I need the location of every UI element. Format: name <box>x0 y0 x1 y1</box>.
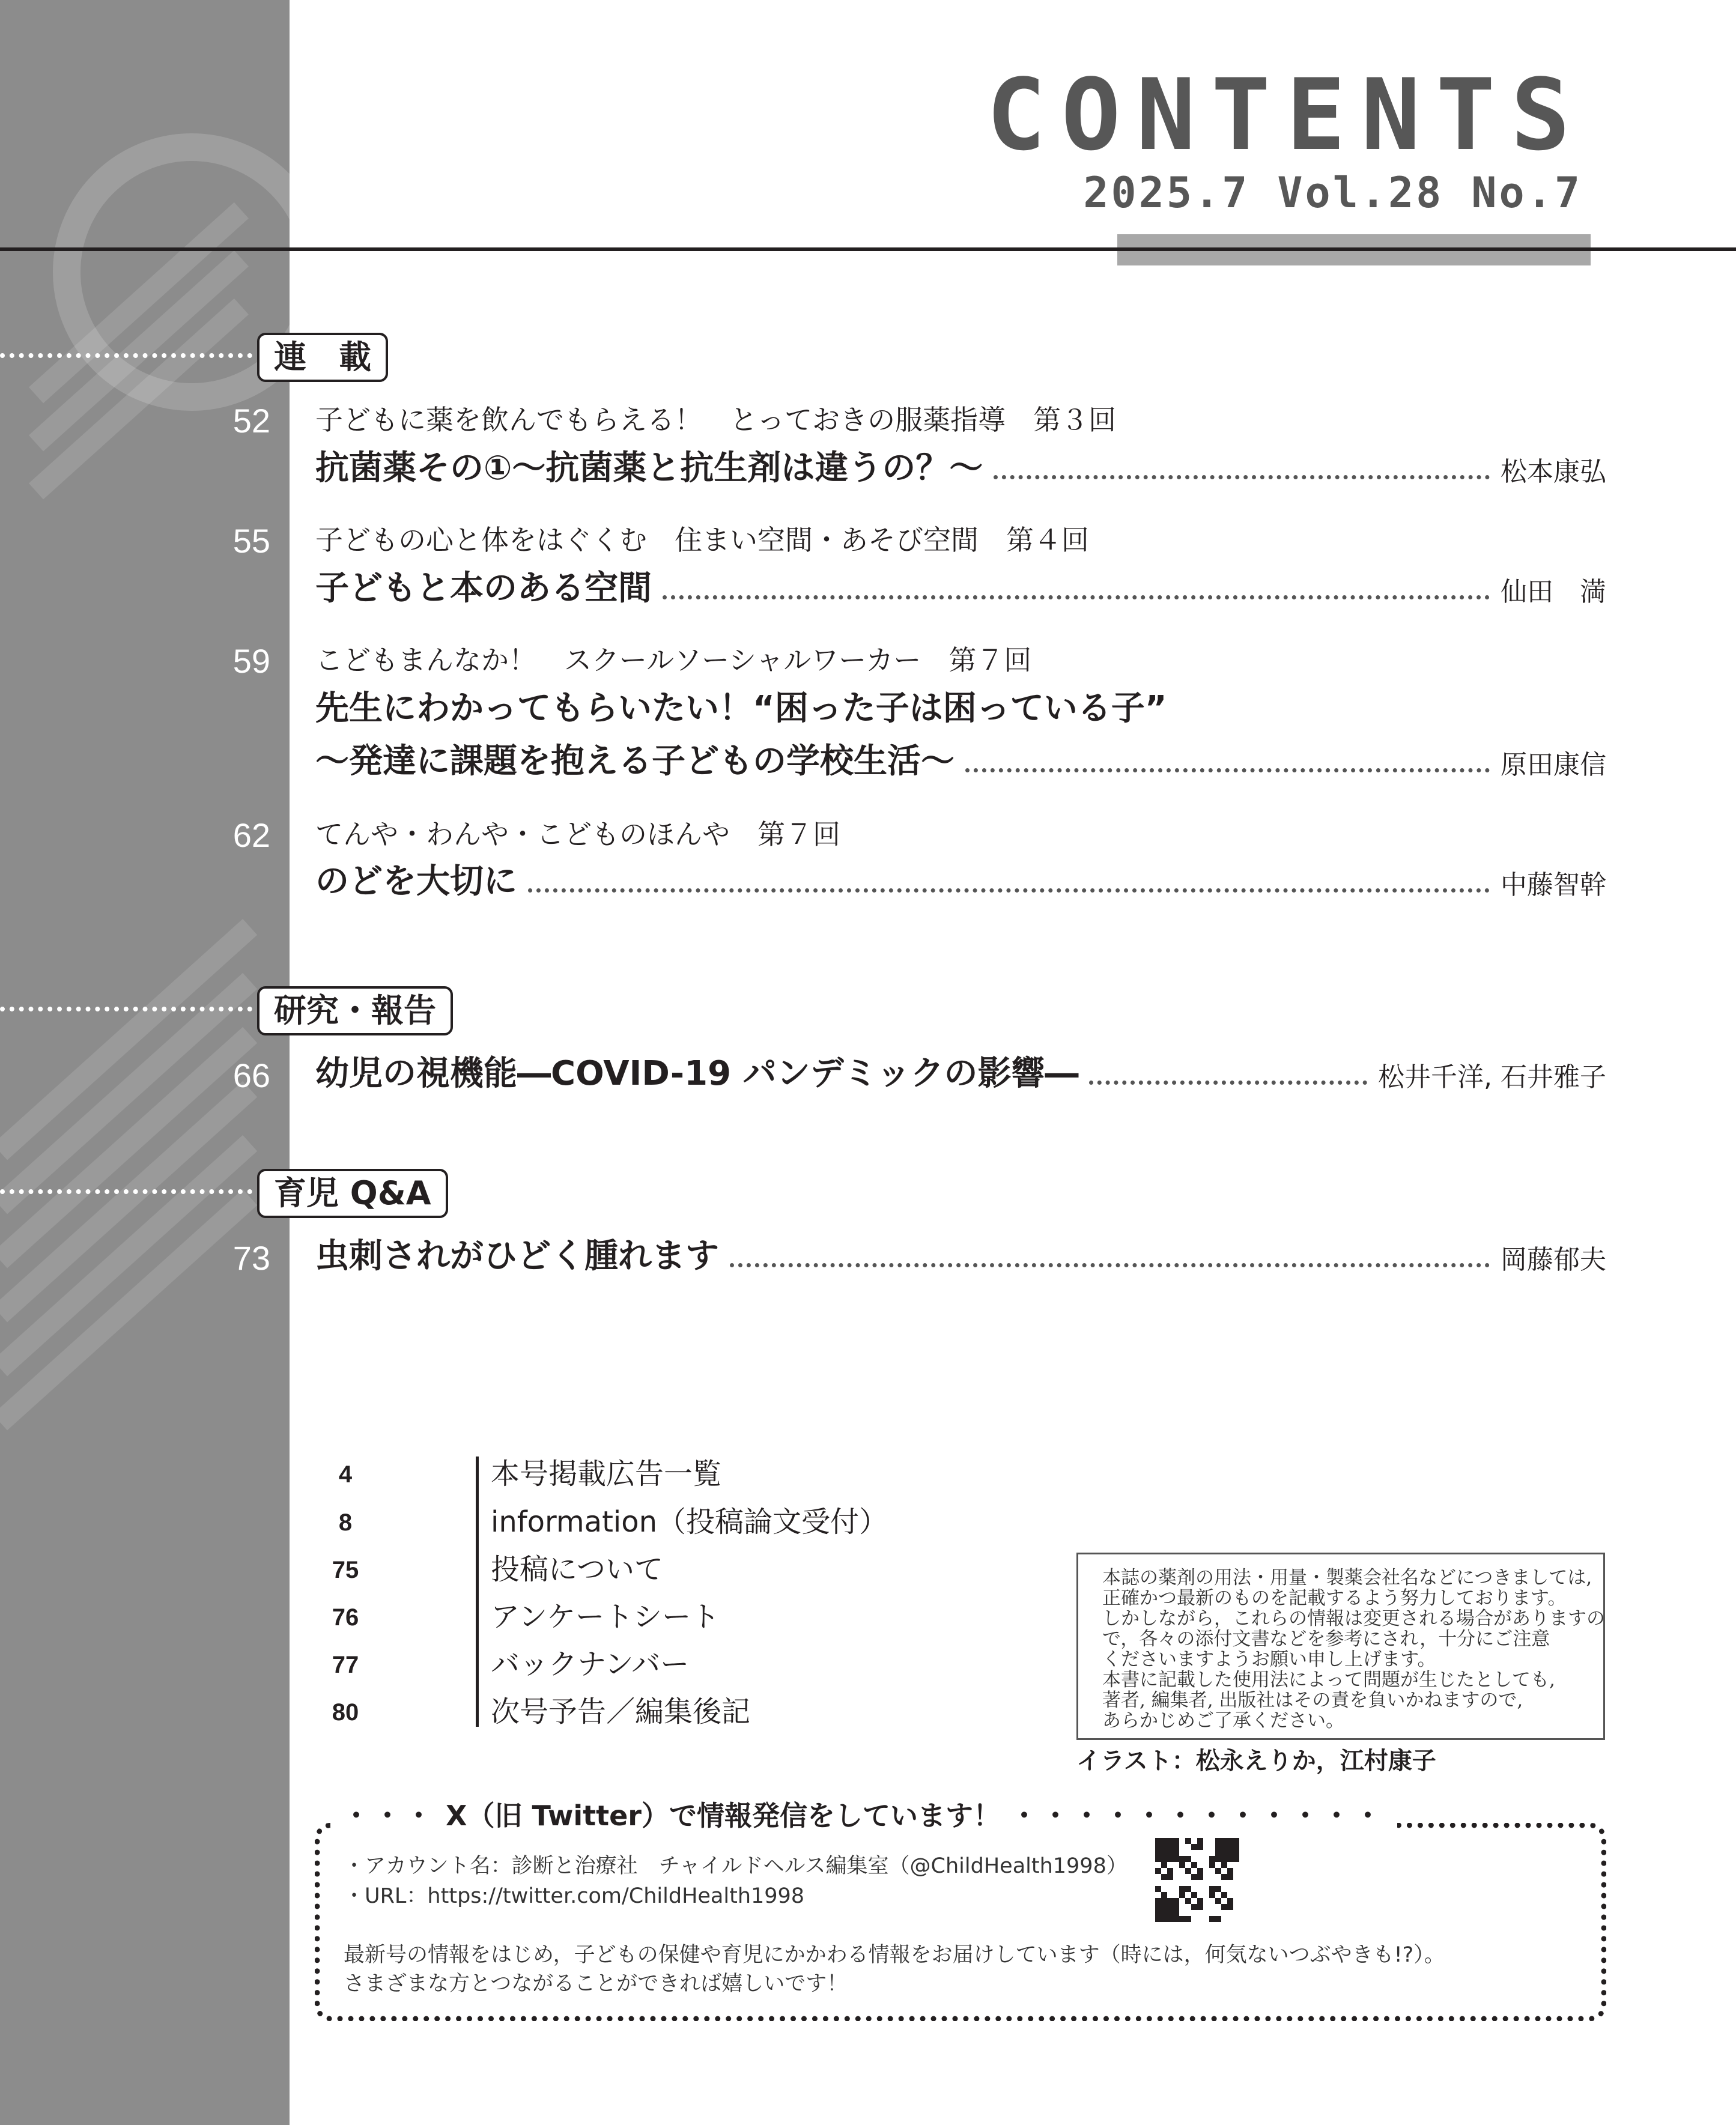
qr-module <box>1173 1916 1179 1922</box>
notice-line: 本誌の薬剤の用法・用量・製薬会社名などにつきましては, <box>1102 1567 1592 1589</box>
qr-module <box>1215 1886 1221 1892</box>
qr-module <box>1155 1838 1161 1844</box>
issue-number: 2025.7 Vol.28 No.7 <box>1083 168 1582 217</box>
qr-module <box>1203 1886 1209 1892</box>
qr-module <box>1167 1868 1173 1874</box>
x-heading-text: X（旧 Twitter）で情報発信をしています！ <box>446 1799 1001 1832</box>
qr-module <box>1215 1898 1221 1904</box>
series-title: 子どもに薬を飲んでもらえる！ とっておきの服薬指導 第３回 <box>315 404 1117 436</box>
qr-module <box>1179 1886 1185 1892</box>
qr-module <box>1161 1838 1167 1844</box>
qr-module <box>1161 1904 1167 1910</box>
heading-dots: ・・・・・・・・・・・・ <box>1010 1799 1385 1832</box>
misc-label: 本号掲載広告一覧 <box>491 1457 722 1491</box>
qr-module <box>1167 1856 1173 1862</box>
qr-module <box>1233 1898 1239 1904</box>
section-tag-qa: 育児 Q&A <box>257 1169 448 1218</box>
qr-module <box>1215 1856 1221 1862</box>
qr-module <box>1173 1874 1179 1880</box>
qr-module <box>1185 1856 1191 1862</box>
qr-module <box>1233 1892 1239 1898</box>
qr-module <box>1227 1850 1233 1856</box>
page-number: 55 <box>232 522 270 560</box>
qr-module <box>1209 1910 1215 1916</box>
qr-module <box>1197 1844 1203 1850</box>
qr-module <box>1203 1838 1209 1844</box>
qr-module <box>1209 1892 1215 1898</box>
qr-module <box>1179 1838 1185 1844</box>
qr-module <box>1227 1880 1233 1886</box>
qr-module <box>1197 1868 1203 1874</box>
leader-dots <box>1089 1081 1367 1085</box>
article-title: 抗菌薬その①～抗菌薬と抗生剤は違うの？～ <box>315 449 983 488</box>
qr-module <box>1185 1874 1191 1880</box>
qr-module <box>1209 1850 1215 1856</box>
article-title: のどを大切に <box>315 862 517 901</box>
qr-module <box>1155 1880 1161 1886</box>
qr-module <box>1155 1856 1161 1862</box>
article-subtitle: ～発達に課題を抱える子どもの学校生活～ <box>315 742 954 781</box>
qr-module <box>1179 1904 1185 1910</box>
qr-module <box>1179 1856 1185 1862</box>
qr-module <box>1161 1916 1167 1922</box>
qr-module <box>1161 1910 1167 1916</box>
qr-module <box>1197 1856 1203 1862</box>
misc-page-number: 75 <box>332 1557 359 1583</box>
qr-module <box>1209 1880 1215 1886</box>
qr-module <box>1155 1850 1161 1856</box>
qr-module <box>1173 1856 1179 1862</box>
qr-module <box>1179 1880 1185 1886</box>
qr-module <box>1167 1898 1173 1904</box>
qr-module <box>1179 1874 1185 1880</box>
series-title: 子どもの心と体をはぐくむ 住まい空間・あそび空間 第４回 <box>315 524 1089 556</box>
qr-module <box>1233 1874 1239 1880</box>
qr-module <box>1161 1868 1167 1874</box>
qr-module <box>1197 1880 1203 1886</box>
qr-module <box>1233 1862 1239 1868</box>
qr-module <box>1215 1868 1221 1874</box>
qr-module <box>1209 1844 1215 1850</box>
leader-dots <box>965 768 1490 772</box>
qr-module <box>1167 1910 1173 1916</box>
qr-module <box>1191 1838 1197 1844</box>
qr-module <box>1185 1838 1191 1844</box>
qr-code-icon[interactable] <box>1155 1838 1239 1922</box>
qr-module <box>1197 1916 1203 1922</box>
x-message-line: さまざまな方とつながることができれば嬉しいです！ <box>344 1972 848 1996</box>
qr-module <box>1155 1874 1161 1880</box>
notice-line: しかしながら，これらの情報は変更される場合がありますの <box>1102 1608 1605 1629</box>
qr-module <box>1215 1892 1221 1898</box>
x-message-line: 最新号の情報をはじめ，子どもの保健や育児にかかわる情報をお届けしています（時には，何気ないつぶやきも!?）。 <box>344 1943 1445 1967</box>
qr-module <box>1227 1910 1233 1916</box>
qr-module <box>1173 1892 1179 1898</box>
qr-module <box>1179 1868 1185 1874</box>
x-info-heading <box>330 1799 1397 1832</box>
author: 中藤智幹 <box>1501 870 1606 900</box>
qr-module <box>1215 1910 1221 1916</box>
qr-module <box>1197 1904 1203 1910</box>
qr-module <box>1221 1868 1227 1874</box>
entry-line <box>315 449 1606 488</box>
qr-module <box>1203 1910 1209 1916</box>
qr-module <box>1191 1856 1197 1862</box>
qr-module <box>1161 1898 1167 1904</box>
qr-module <box>1197 1886 1203 1892</box>
leader-dots <box>730 1263 1490 1267</box>
qr-module <box>1185 1844 1191 1850</box>
qr-module <box>1173 1910 1179 1916</box>
author: 岡藤郁夫 <box>1501 1244 1606 1275</box>
section-tag-serials: 連 載 <box>257 333 388 382</box>
qr-module <box>1173 1862 1179 1868</box>
qr-module <box>1215 1838 1221 1844</box>
qr-module <box>1185 1916 1191 1922</box>
qr-module <box>1161 1856 1167 1862</box>
qr-module <box>1155 1910 1161 1916</box>
qr-module <box>1209 1868 1215 1874</box>
section-dotted-line <box>0 353 252 358</box>
qr-module <box>1155 1886 1161 1892</box>
qr-module <box>1203 1898 1209 1904</box>
qr-module <box>1221 1892 1227 1898</box>
misc-page-number: 80 <box>332 1699 359 1726</box>
misc-page-number: 76 <box>332 1604 359 1631</box>
qr-module <box>1227 1898 1233 1904</box>
misc-page-number: 4 <box>338 1461 353 1488</box>
qr-module <box>1233 1850 1239 1856</box>
qr-module <box>1203 1880 1209 1886</box>
entry-line <box>315 742 1606 781</box>
qr-module <box>1209 1874 1215 1880</box>
qr-module <box>1191 1892 1197 1898</box>
illustration-credit: イラスト：松永えりか，江村康子 <box>1076 1747 1436 1775</box>
misc-label: バックナンバー <box>491 1648 690 1681</box>
qr-module <box>1173 1868 1179 1874</box>
qr-module <box>1233 1910 1239 1916</box>
qr-module <box>1161 1880 1167 1886</box>
qr-module <box>1215 1850 1221 1856</box>
qr-module <box>1209 1862 1215 1868</box>
qr-module <box>1185 1898 1191 1904</box>
page-number: 59 <box>232 642 270 680</box>
misc-label: information（投稿論文受付） <box>491 1505 888 1539</box>
qr-module <box>1185 1904 1191 1910</box>
qr-module <box>1161 1850 1167 1856</box>
qr-module <box>1227 1892 1233 1898</box>
qr-module <box>1167 1838 1173 1844</box>
qr-module <box>1173 1844 1179 1850</box>
qr-module <box>1179 1844 1185 1850</box>
entry-line <box>315 862 1606 901</box>
page-number: 66 <box>232 1056 270 1094</box>
qr-module <box>1185 1892 1191 1898</box>
notice-line: くださいますようお願い申し上げます。 <box>1102 1649 1436 1670</box>
page-number: 62 <box>232 816 270 854</box>
qr-module <box>1179 1916 1185 1922</box>
qr-module <box>1173 1850 1179 1856</box>
qr-module <box>1155 1862 1161 1868</box>
qr-module <box>1227 1862 1233 1868</box>
qr-module <box>1197 1898 1203 1904</box>
qr-module <box>1233 1838 1239 1844</box>
qr-module <box>1215 1862 1221 1868</box>
entry-line <box>315 569 1606 608</box>
qr-module <box>1173 1880 1179 1886</box>
qr-module <box>1167 1916 1173 1922</box>
qr-module <box>1173 1886 1179 1892</box>
qr-module <box>1155 1904 1161 1910</box>
misc-label: 投稿について <box>491 1553 664 1586</box>
qr-module <box>1155 1868 1161 1874</box>
qr-module <box>1215 1904 1221 1910</box>
misc-page-number: 8 <box>338 1509 353 1536</box>
qr-module <box>1233 1844 1239 1850</box>
qr-module <box>1227 1868 1233 1874</box>
qr-module <box>1197 1862 1203 1868</box>
qr-module <box>1203 1916 1209 1922</box>
misc-page-number: 77 <box>332 1652 359 1678</box>
qr-module <box>1209 1856 1215 1862</box>
qr-module <box>1227 1904 1233 1910</box>
qr-module <box>1191 1874 1197 1880</box>
section-dotted-line <box>0 1007 252 1011</box>
qr-module <box>1185 1910 1191 1916</box>
qr-module <box>1191 1862 1197 1868</box>
notice-line: 正確かつ最新のものを記載するよう努力しております。 <box>1102 1587 1567 1609</box>
qr-module <box>1227 1916 1233 1922</box>
qr-module <box>1221 1856 1227 1862</box>
qr-module <box>1227 1856 1233 1862</box>
qr-module <box>1203 1850 1209 1856</box>
qr-module <box>1155 1844 1161 1850</box>
qr-module <box>1215 1874 1221 1880</box>
entry-line <box>315 1054 1606 1093</box>
qr-module <box>1197 1850 1203 1856</box>
qr-module <box>1185 1868 1191 1874</box>
entry-line <box>315 1237 1606 1276</box>
page-title: CONTENTS <box>986 58 1586 172</box>
qr-module <box>1155 1898 1161 1904</box>
qr-module <box>1197 1892 1203 1898</box>
qr-module <box>1209 1838 1215 1844</box>
notice-line: あらかじめご了承ください。 <box>1102 1710 1344 1732</box>
qr-module <box>1233 1868 1239 1874</box>
series-title: てんや・わんや・こどものほんや 第７回 <box>315 818 840 850</box>
qr-module <box>1215 1916 1221 1922</box>
qr-module <box>1161 1844 1167 1850</box>
qr-module <box>1227 1874 1233 1880</box>
qr-module <box>1221 1898 1227 1904</box>
qr-module <box>1197 1838 1203 1844</box>
qr-module <box>1221 1844 1227 1850</box>
article-title: 幼児の視機能―COVID-19 パンデミックの影響― <box>315 1054 1079 1093</box>
qr-module <box>1209 1886 1215 1892</box>
drug-notice-box <box>1076 1553 1605 1740</box>
qr-module <box>1191 1904 1197 1910</box>
qr-module <box>1179 1910 1185 1916</box>
qr-module <box>1179 1850 1185 1856</box>
qr-module <box>1167 1892 1173 1898</box>
author: 松井千洋, 石井雅子 <box>1378 1062 1606 1093</box>
qr-module <box>1221 1910 1227 1916</box>
qr-module <box>1155 1892 1161 1898</box>
qr-module <box>1161 1886 1167 1892</box>
qr-module <box>1167 1850 1173 1856</box>
section-tag-research: 研究・報告 <box>257 986 453 1035</box>
header-rule <box>0 247 1736 251</box>
qr-module <box>1185 1862 1191 1868</box>
qr-module <box>1221 1874 1227 1880</box>
qr-module <box>1197 1910 1203 1916</box>
qr-module <box>1209 1904 1215 1910</box>
qr-module <box>1185 1850 1191 1856</box>
qr-module <box>1233 1856 1239 1862</box>
qr-module <box>1203 1868 1209 1874</box>
leader-dots <box>994 475 1490 479</box>
qr-module <box>1221 1880 1227 1886</box>
qr-module <box>1221 1850 1227 1856</box>
qr-module <box>1221 1916 1227 1922</box>
qr-module <box>1233 1904 1239 1910</box>
qr-module <box>1221 1838 1227 1844</box>
qr-module <box>1191 1898 1197 1904</box>
qr-module <box>1161 1892 1167 1898</box>
author: 松本康弘 <box>1501 456 1606 487</box>
qr-module <box>1203 1904 1209 1910</box>
qr-module <box>1167 1904 1173 1910</box>
qr-module <box>1203 1856 1209 1862</box>
author: 原田康信 <box>1501 750 1606 780</box>
qr-module <box>1215 1844 1221 1850</box>
qr-module <box>1209 1898 1215 1904</box>
qr-module <box>1179 1862 1185 1868</box>
qr-module <box>1179 1892 1185 1898</box>
qr-module <box>1203 1874 1209 1880</box>
qr-module <box>1161 1862 1167 1868</box>
qr-module <box>1215 1880 1221 1886</box>
article-title: 子どもと本のある空間 <box>315 569 652 608</box>
author: 仙田 満 <box>1501 577 1606 607</box>
x-url-link[interactable]: ・URL：https://twitter.com/ChildHealth1998 <box>344 1884 805 1908</box>
qr-module <box>1185 1886 1191 1892</box>
qr-module <box>1191 1910 1197 1916</box>
qr-module <box>1227 1844 1233 1850</box>
qr-module <box>1203 1862 1209 1868</box>
qr-module <box>1167 1886 1173 1892</box>
qr-module <box>1203 1892 1209 1898</box>
heading-dots: ・・・ <box>342 1799 436 1832</box>
qr-module <box>1233 1880 1239 1886</box>
leader-dots <box>528 888 1490 893</box>
misc-label: 次号予告／編集後記 <box>491 1695 751 1729</box>
qr-module <box>1233 1886 1239 1892</box>
qr-module <box>1191 1844 1197 1850</box>
notice-line: 著者, 編集者, 出版社はその責を負いかねますので, <box>1102 1690 1523 1711</box>
notice-line: 本書に記載した使用法によって問題が生じたとしても, <box>1102 1669 1555 1691</box>
x-account-line: ・アカウント名：診断と治療社 チャイルドヘルス編集室（@ChildHealth1998） <box>344 1854 1127 1878</box>
qr-module <box>1209 1916 1215 1922</box>
leader-dots <box>663 595 1490 599</box>
qr-module <box>1173 1904 1179 1910</box>
qr-module <box>1227 1886 1233 1892</box>
misc-label: アンケートシート <box>491 1600 720 1634</box>
qr-module <box>1221 1862 1227 1868</box>
notice-line: で，各々の添付文書などを参考にされ，十分にご注意 <box>1102 1628 1550 1650</box>
qr-module <box>1221 1904 1227 1910</box>
qr-module <box>1155 1916 1161 1922</box>
qr-module <box>1191 1850 1197 1856</box>
qr-module <box>1191 1868 1197 1874</box>
qr-module <box>1221 1886 1227 1892</box>
series-title: こどもまんなか！ スクールソーシャルワーカー 第７回 <box>315 644 1032 676</box>
qr-module <box>1203 1844 1209 1850</box>
qr-module <box>1185 1880 1191 1886</box>
qr-module <box>1179 1898 1185 1904</box>
qr-module <box>1191 1886 1197 1892</box>
qr-module <box>1173 1898 1179 1904</box>
qr-module <box>1191 1916 1197 1922</box>
qr-module <box>1233 1916 1239 1922</box>
misc-list-divider <box>476 1457 479 1727</box>
page-number: 52 <box>232 402 270 440</box>
article-title: 先生にわかってもらいたい！“困った子は困っている子” <box>315 689 1167 728</box>
qr-module <box>1197 1874 1203 1880</box>
qr-module <box>1167 1880 1173 1886</box>
qr-module <box>1167 1862 1173 1868</box>
qr-module <box>1167 1874 1173 1880</box>
qr-module <box>1167 1844 1173 1850</box>
article-title: 虫刺されがひどく腫れます <box>315 1237 719 1276</box>
section-dotted-line <box>0 1189 252 1194</box>
page-number: 73 <box>232 1239 270 1277</box>
qr-module <box>1173 1838 1179 1844</box>
qr-module <box>1227 1838 1233 1844</box>
qr-module <box>1161 1874 1167 1880</box>
qr-module <box>1191 1880 1197 1886</box>
